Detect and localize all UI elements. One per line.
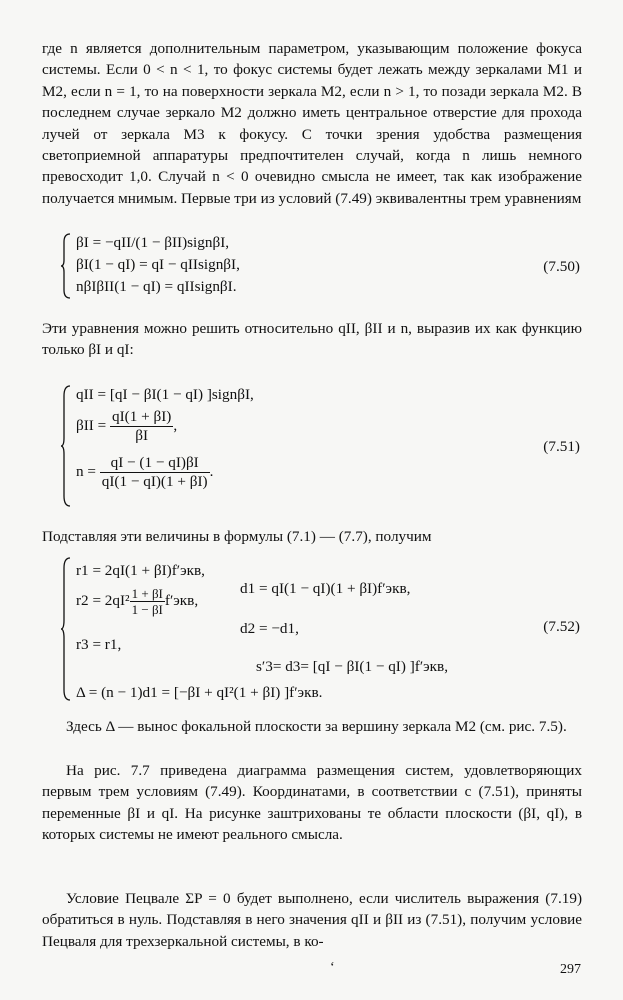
- paragraph-intro: где n является дополнительным параметром, указывающим положение фокуса системы. Если 0 < n < 1, то фокус системы будет лежать между зеркалами М1 и М2, если n = 1, то на поверхности зеркала М2, если n > 1, то позади зеркала М2. В последнем случае зеркало М2 должно иметь центральное отверстие для прохода лучей от зеркала М3 к фокусу. С точки зрения удобства размещения светоприемной аппаратуры предпочтителен случай, когда n лишь немного превосходит 1,0. Случай n < 0 очевидно смысла не имеет, так как изображение получается мнимым. Первые три из условий (7.49) эквивалентны трем уравнениям: [42, 40, 582, 207]
- eq-7-51-line1: qII = [qI − βI(1 − qI) ]signβI,: [76, 386, 254, 403]
- fraction-denominator: βI: [135, 427, 149, 444]
- eq-7-51-line2: βII = $\frac{qI(1 + \beta I)}{\beta I}$ ,: [76, 408, 178, 444]
- equation-7-50: [60, 232, 580, 302]
- paragraph-delta-note: Здесь Δ — вынос фокальной плоскости за вершину зеркала М2 (см. рис. 7.5).: [66, 718, 567, 735]
- left-brace-icon: [60, 232, 72, 300]
- paragraph-diagram: На рис. 7.7 приведена диаграмма размещения систем, удовлетворяющих первым трем условиям (7.49). Координатами, в соответствии с (7.51), приняты переменные βI и qI. На рисунке заштрихованы те области плоскости (βI, qI), в которых системы не имеют реального смысла.: [42, 762, 582, 844]
- eq-7-52-r1: r1 = 2qI(1 + βI)f′экв,: [76, 562, 205, 579]
- fraction-denominator: qI(1 − qI)(1 + βI): [101, 473, 208, 490]
- left-brace-icon: [60, 556, 72, 702]
- fraction: [100, 454, 210, 491]
- fraction: [130, 586, 165, 617]
- paragraph-substitute: Подставляя эти величины в формулы (7.1) — (7.7), получим: [42, 528, 432, 545]
- eq-7-51-line3: n = $\frac{qI - (1 - qI)\beta I}{qI(1 - qI)(1 + \beta I)}$ .: [76, 454, 214, 490]
- stray-mark: ‘: [330, 960, 335, 975]
- eq-7-52-r2-rhs: f′экв,: [164, 591, 199, 609]
- eq-7-52-d2: d2 = −d1,: [240, 620, 299, 637]
- fraction-denominator: 1 − βI: [131, 602, 163, 617]
- equation-number: (7.52): [543, 618, 580, 635]
- eq-7-50-line1: βI = −qII/(1 − βII)signβI,: [76, 234, 230, 251]
- paragraph-petzval: Условие Пецвале ΣP = 0 будет выполнено, если числитель выражения (7.19) обратиться в нуль. Подставляя в него значения qII и βII из (7.51), получим условие Пецваля для трехзеркальной системы, в ко-: [42, 890, 582, 950]
- fraction: [110, 408, 173, 445]
- eq-7-52-delta: Δ = (n − 1)d1 = [−βI + qI²(1 + βI) ]f′экв.: [76, 684, 323, 701]
- eq-7-52-d1: d1 = qI(1 − qI)(1 + βI)f′экв,: [240, 580, 411, 597]
- eq-7-52-r3: r3 = r1,: [76, 636, 122, 653]
- page-number: 297: [560, 962, 581, 977]
- eq-7-50-line2: βI(1 − qI) = qI − qIIsignβI,: [76, 256, 240, 273]
- equation-number: (7.51): [543, 438, 580, 455]
- fraction-numerator: qI(1 + βI): [112, 408, 172, 425]
- eq-7-52-r2-lhs: r2 = 2qI²: [76, 591, 130, 609]
- paragraph-solve: Эти уравнения можно решить относительно qII, βII и n, выразив их как функцию только βI и qI:: [42, 320, 582, 359]
- equation-number: (7.50): [543, 258, 580, 275]
- fraction-numerator: 1 + βI: [131, 586, 163, 601]
- equation-7-52: [60, 556, 580, 706]
- eq-7-52-r2: [76, 586, 198, 617]
- equation-7-51: [60, 384, 580, 510]
- eq-7-52-s3: s′3= d3= [qI − βI(1 − qI) ]f′экв,: [256, 658, 449, 675]
- eq-7-50-line3: nβIβII(1 − qI) = qIIsignβI.: [76, 278, 237, 295]
- eq-7-51-n-lhs: n =: [76, 462, 96, 480]
- fraction-numerator: qI − (1 − qI)βI: [100, 454, 210, 473]
- left-brace-icon: [60, 384, 72, 508]
- eq-7-51-beta2-lhs: βII =: [76, 416, 107, 434]
